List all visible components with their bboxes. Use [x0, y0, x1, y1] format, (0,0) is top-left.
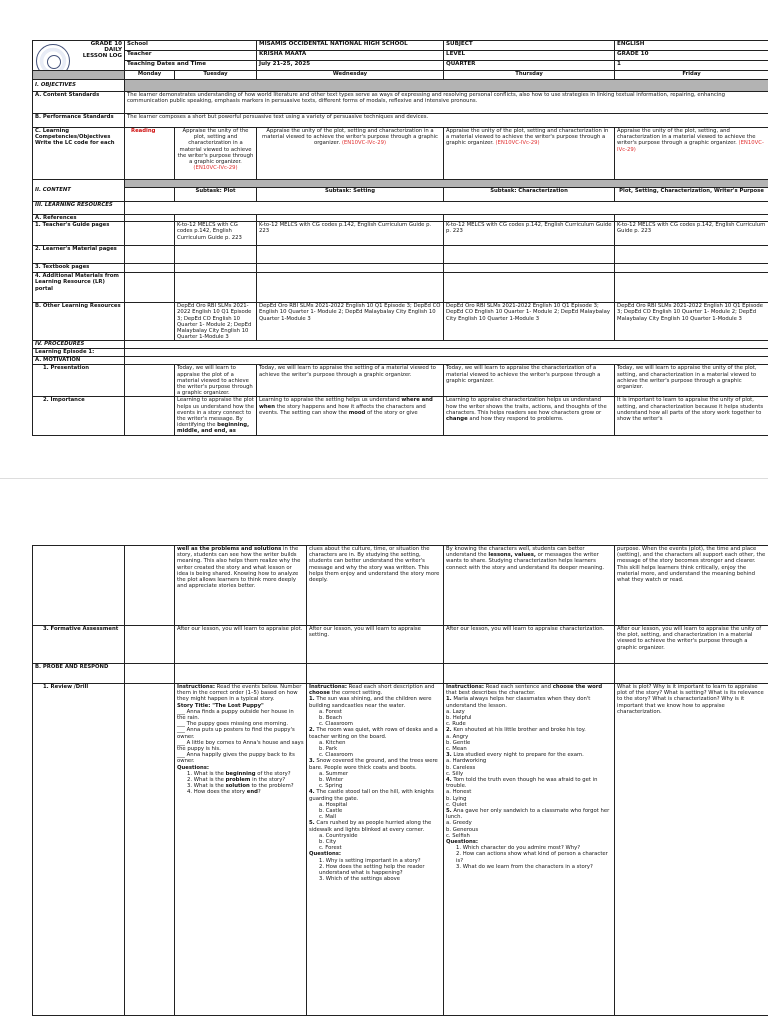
review-tuesday-event: ___ The puppy goes missing one morning.	[177, 721, 304, 727]
teachers-guide-thursday: K-to-12 MELCS with CG codes p.142, English Curriculum Guide p. 223	[444, 222, 615, 246]
review-thursday-option: a. Hardworking	[446, 758, 612, 764]
lesson-log-label: LESSON LOG	[35, 53, 122, 59]
importance-thursday-text-b: and how they respond to problems.	[468, 416, 564, 422]
review-thursday-option: a. Honest	[446, 789, 612, 795]
review-tuesday-question-text: 4. How does the story	[187, 789, 247, 795]
textbook-pages-label: 3. Textbook pages	[33, 264, 125, 273]
review-wednesday-option: c. Spring	[309, 783, 441, 789]
resources-heading: III. LEARNING RESOURCES	[33, 202, 125, 215]
review-tuesday-question-bold: problem	[226, 777, 251, 783]
other-resources-thursday: DepEd Oro RBI SLMs 2021-2022 English 10 Q1 Episode 3; DepEd CO English 10 Quarter 1- Module 2; DepEd Malaybalay City English 10 Quarter 1-Module 3	[444, 303, 615, 341]
formative-tuesday: After our lesson, you will learn to appraise plot.	[175, 626, 307, 664]
importance-thursday-cont-bold: lessons, values,	[488, 552, 536, 558]
dates-value: July 21-25, 2025	[257, 61, 444, 71]
review-tuesday-question	[177, 789, 304, 795]
importance-tuesday-text: Learning to appraise the plot helps us understand how the events in a story connect to the writer's message. By identifying the	[177, 397, 254, 428]
motivation-label: A. MOTIVATION	[33, 357, 125, 365]
day-thursday: Thursday	[444, 71, 615, 80]
importance-wednesday	[257, 397, 444, 435]
presentation-tuesday: Today, we will learn to appraise the plot of a material viewed to achieve the writer's purpose through a graphic organizer.	[175, 365, 257, 397]
importance-tuesday	[175, 397, 257, 435]
review-wednesday-option: a. Kitchen	[309, 740, 441, 746]
review-tuesday-questions-head: Questions:	[177, 765, 304, 771]
competency-tuesday	[175, 128, 257, 180]
review-thursday-instructions: Read each sentence and	[484, 684, 553, 690]
competency-thursday-text: Appraise the unity of the plot, setting and characterization in a material viewed to achieve the writer's purpose through a graphic organizer.	[446, 128, 608, 146]
procedures-heading: IV. PROCEDURES	[33, 341, 125, 349]
lesson-log-table-page-2	[32, 545, 768, 1016]
importance-thursday-cont-text-a: By knowing the characters well, students can better understand the	[446, 546, 585, 558]
performance-standards-label: B. Performance Standards	[33, 114, 125, 128]
review-thursday-question: 1. Which character do you admire most? Why?	[446, 845, 612, 851]
review-tuesday-event: ___ A little boy comes to Anna's house and says the puppy is his.	[177, 740, 304, 752]
review-tuesday-question-text: ?	[258, 789, 261, 795]
review-thursday-question: 3. What do we learn from the characters in a story?	[446, 864, 612, 870]
importance-tuesday-cont	[175, 546, 307, 626]
review-wednesday-option: b. Park	[309, 746, 441, 752]
review-wednesday-option: a. Hospital	[309, 802, 441, 808]
lc-code-wednesday: (EN10VC-IVc-29)	[342, 140, 386, 146]
school-label: School	[125, 41, 257, 51]
review-tuesday-question-text: in the story?	[250, 777, 285, 783]
review-wednesday-question: 3. Which of the settings above	[309, 876, 441, 882]
review-thursday-option: b. Careless	[446, 765, 612, 771]
content-friday: Plot, Setting, Characterization, Writer's Purpose	[615, 188, 768, 202]
quarter-value: 1	[615, 61, 768, 71]
subject-label: SUBJECT	[444, 41, 615, 51]
review-thursday-item: Ana gave her only sandwich to a classmate who forgot her lunch.	[446, 808, 609, 820]
review-tuesday-question-text: 3. What is the	[187, 783, 226, 789]
review-tuesday-question-text: 1. What is the	[187, 771, 226, 777]
teachers-guide-friday: K-to-12 MELCS with CG codes p.142, English Curriculum Guide p. 223	[615, 222, 768, 246]
review-wednesday-questions-head: Questions:	[309, 851, 441, 857]
formative-wednesday: After our lesson, you will learn to appraise setting.	[307, 626, 444, 664]
importance-friday: It is important to learn to appraise the unity of plot, setting, and characterization because it helps students understand how all parts of the story work together to show the writer's	[615, 397, 768, 435]
day-tuesday: Tuesday	[175, 71, 257, 80]
review-tuesday-question-bold: beginning	[226, 771, 256, 777]
review-wednesday-option: b. Beach	[309, 715, 441, 721]
importance-tuesday-cont-bold: well as the problems and solutions	[177, 546, 281, 552]
review-tuesday	[175, 684, 307, 1016]
review-thursday-instructions-bold: choose the word	[553, 684, 602, 690]
references-label: A. References	[33, 215, 125, 222]
subject-value: ENGLISH	[615, 41, 768, 51]
school-value: MISAMIS OCCIDENTAL NATIONAL HIGH SCHOOL	[257, 41, 444, 51]
competency-tuesday-text: Appraise the unity of the plot, setting and characterization in a material viewed to achieve the writer's purpose through a graphic organizer.	[178, 128, 254, 165]
other-resources-label: B. Other Learning Resources	[33, 303, 125, 341]
review-thursday-option: a. Angry	[446, 734, 612, 740]
importance-tuesday-cont-text: in the story, students can see how the writer builds meaning. This also helps them realize why the writer created the story and what lesson or idea is being shared. Knowing how to analyze the plot allows learners to think more deeply and appreciate stories better.	[177, 546, 300, 589]
lc-code-friday: (EN10VC-IVc-29)	[617, 140, 764, 152]
performance-standards-text: The learner composes a short but powerful persuasive text using a variety of persuasive techniques and devices.	[125, 114, 768, 128]
importance-wednesday-text-b: the story happens and how it affects the characters and events. The setting can show the	[259, 404, 426, 416]
importance-wednesday-bold-a: where and when	[259, 397, 433, 409]
level-value: GRADE 10	[615, 51, 768, 61]
review-wednesday-option: a. Countryside	[309, 833, 441, 839]
review-wednesday-question: 1. Why is setting important in a story?	[309, 858, 441, 864]
presentation-wednesday: Today, we will learn to appraise the setting of a material viewed to achieve the writer's purpose through a graphic organizer.	[257, 365, 444, 397]
review-tuesday-event: ___ Anna finds a puppy outside her house in the rain.	[177, 709, 304, 721]
review-wednesday-option: c. Classroom	[309, 752, 441, 758]
competency-monday: Reading	[125, 128, 175, 180]
content-standards-text: The learner demonstrates understanding of how world literature and other text types serve as ways of expressing and resolving personal conflicts, also how to use strategies in linking textual information, repairing, enhancing communication public speaking, emphasis markers in persuasive texts, different forms of modals, reflexive and intensive pronouns.	[125, 92, 768, 114]
formative-friday: After our lesson, you will learn to appraise the unity of the plot, setting, and characterization in a material viewed to achieve the writer's purpose through a graphic organizer.	[615, 626, 768, 664]
formative-thursday: After our lesson, you will learn to appraise characterization.	[444, 626, 615, 664]
review-wednesday-option: c. Classroom	[309, 721, 441, 727]
review-wednesday-item: Snow covered the ground, and the trees were bare. People wore thick coats and boots.	[309, 758, 438, 770]
level-label: LEVEL	[444, 51, 615, 61]
other-resources-friday: DepEd Oro RBI SLMs 2021-2022 English 10 Q1 Episode 3; DepEd CO English 10 Quarter 1- Module 2; DepEd Malaybalay City English 10 Quarter 1-Module 3	[615, 303, 768, 341]
teacher-label: Teacher	[125, 51, 257, 61]
lesson-log-table-page-1	[32, 40, 768, 436]
importance-thursday-cont-text-b: or messages the writer wants to share. Studying characterization helps learners connect with the story and understand its deeper meaning.	[446, 552, 604, 570]
teacher-value: KRISHA MAATA	[257, 51, 444, 61]
content-heading: II. CONTENT	[33, 180, 125, 202]
review-tuesday-question-text: to the problem?	[250, 783, 294, 789]
teachers-guide-wednesday: K-to-12 MELCS with CG codes p.142, English Curriculum Guide p. 223	[257, 222, 444, 246]
importance-wednesday-text-a: Learning to appraise the setting helps us understand	[259, 397, 401, 403]
importance-thursday-text-a: Learning to appraise characterization helps us understand how the writer shows the traits, actions, and thoughts of the characters. This helps readers see how characters grow or	[446, 397, 607, 415]
review-wednesday-item: Cars rushed by as people hurried along the sidewalk and lights blinked at every corner.	[309, 820, 431, 832]
review-thursday-question: 2. How can actions show what kind of person a character is?	[446, 851, 612, 863]
importance-wednesday-bold-b: mood	[349, 410, 366, 416]
review-wednesday-option: b. Castle	[309, 808, 441, 814]
learning-episode-label: Learning Episode 1:	[33, 349, 125, 357]
review-wednesday-question: 2. How does the setting help the reader understand what is happening?	[309, 864, 441, 876]
review-thursday-option: c. Selfish	[446, 833, 612, 839]
review-tuesday-event: ___ Anna puts up posters to find the puppy's owner.	[177, 727, 304, 739]
importance-wednesday-text-c: of the story or give	[365, 410, 417, 416]
daily-label: DAILY	[35, 47, 122, 53]
other-resources-tuesday: DepEd Oro RBI SLMs 2021-2022 English 10 Q1 Episode 3; DepEd CO English 10 Quarter 1- Module 2; DepEd Malaybalay City English 10 Quarter 1-Module 3	[175, 303, 257, 341]
review-wednesday-option: a. Summer	[309, 771, 441, 777]
importance-wednesday-cont: clues about the culture, time, or situation the characters are in. By studying the setting, students can better understand the writer's message and why the story was written. This helps them enjoy and understand the story more deeply.	[307, 546, 444, 626]
review-wednesday-instructions: Read each short description and	[347, 684, 435, 690]
content-wednesday: Subtask: Setting	[257, 188, 444, 202]
review-tuesday-instructions: Read the events below. Number them in the correct order (1–5) based on how they might happen in a typical story.	[177, 684, 301, 702]
review-thursday-instructions-head: Instructions:	[446, 684, 484, 690]
review-wednesday-instructions: the correct setting.	[330, 690, 382, 696]
importance-thursday	[444, 397, 615, 435]
content-tuesday: Subtask: Plot	[175, 188, 257, 202]
probe-respond-label: B. PROBE AND RESPOND	[33, 664, 125, 684]
review-thursday-option: c. Silly	[446, 771, 612, 777]
lc-code-thursday: (EN10VC-IVc-29)	[495, 140, 539, 146]
competency-wednesday	[257, 128, 444, 180]
content-thursday: Subtask: Characterization	[444, 188, 615, 202]
review-thursday-item: Maria always helps her classmates when they don't understand the lesson.	[446, 696, 590, 708]
review-wednesday-item: The room was quiet, with rows of desks and a teacher writing on the board.	[309, 727, 438, 739]
competencies-label: C. Learning Competencies/Objectives Write the LC code for each	[33, 128, 125, 180]
presentation-label: 1. Presentation	[33, 365, 125, 397]
review-thursday-option: b. Gentle	[446, 740, 612, 746]
review-wednesday-item: The sun was shining, and the children were building sandcastles near the water.	[309, 696, 431, 708]
competency-friday-text: Appraise the unity of the plot, setting, and characterization in a material viewed to achieve the writer's purpose through a graphic organizer.	[617, 128, 755, 146]
grade-label: GRADE 10	[35, 41, 122, 47]
review-wednesday-instructions-head: Instructions:	[309, 684, 347, 690]
competency-friday	[615, 128, 768, 180]
review-thursday-option: c. Mean	[446, 746, 612, 752]
lesson-log-title	[33, 41, 125, 71]
competency-wednesday-text: Appraise the unity of the plot, setting and characterization in a material viewed to achieve the writer's purpose through a graphic organizer.	[262, 128, 438, 146]
other-resources-wednesday: DepEd Oro RBI SLMs 2021-2022 English 10 Q1 Episode 3; DepEd CO English 10 Quarter 1- Module 2; DepEd Malaybalay City English 10 Quarter 1-Module 3	[257, 303, 444, 341]
page-1	[0, 0, 768, 478]
formative-assessment-label: 3. Formative Assessment	[33, 626, 125, 664]
review-thursday-instructions: that best describes the character.	[446, 690, 536, 696]
review-tuesday-question-bold: end	[247, 789, 258, 795]
dates-label: Teaching Dates and Time	[125, 61, 257, 71]
review-wednesday-option: b. City	[309, 839, 441, 845]
review-thursday-option: c. Quiet	[446, 802, 612, 808]
objectives-heading: I. OBJECTIVES	[33, 80, 125, 92]
review-wednesday-option: c. Mall	[309, 814, 441, 820]
review-thursday: Instructions: Read each sentence and choose the word that best describes the character. 1. Maria always helps her classmates when they don't understand the lesson. a. Lazy b. Helpful c. Rude 2. Ken shouted at his little brother and broke his toy. a. Angry b. Gentle c. Mean 3. Liza studied every night to prepare for the exam. a. Hardworking b. Careless c. Silly 4. Tom told the truth even though he was afraid to get in trouble. a. Honest b. Lying c. Quiet 5. Ana gave her only sandwich to a classmate who forgot her lunch. a. Greedy b. Generous c. Selfish Questions: 1. Which character do you admire most? Why? 2. How can actions show what kind of person a character is? 3. What do we learn from the characters in a story?	[444, 684, 615, 1016]
review-tuesday-question-text: of the story?	[256, 771, 291, 777]
review-wednesday-instructions-bold: choose	[309, 690, 330, 696]
review-tuesday-question-bold: solution	[226, 783, 250, 789]
learners-material-label: 2. Learner's Material pages	[33, 246, 125, 264]
review-thursday-option: b. Helpful	[446, 715, 612, 721]
day-monday: Monday	[125, 71, 175, 80]
review-friday: What is plot? Why is it important to learn to appraise plot of the story? What is setting? What is its relevance to the story? What is characterization? Why is it important that we know how to appraise characterization.	[615, 684, 768, 1016]
review-thursday-item: Ken shouted at his little brother and broke his toy.	[453, 727, 585, 733]
importance-label: 2. Importance	[33, 397, 125, 435]
review-thursday-option: b. Generous	[446, 827, 612, 833]
review-thursday-option: b. Lying	[446, 796, 612, 802]
presentation-friday: Today, we will learn to appraise the unity of the plot, setting, and characterization in a material viewed to achieve the writer's purpose through a graphic organizer.	[615, 365, 768, 397]
importance-thursday-cont	[444, 546, 615, 626]
review-tuesday-question-text: 2. What is the	[187, 777, 226, 783]
competency-thursday	[444, 128, 615, 180]
review-thursday-questions-head: Questions:	[446, 839, 612, 845]
importance-thursday-bold: change	[446, 416, 468, 422]
importance-tuesday-bold: beginning, middle, and end, as	[177, 422, 249, 434]
day-wednesday: Wednesday	[257, 71, 444, 80]
presentation-thursday: Today, we will learn to appraise the characterization of a material viewed to achieve the writer's purpose through a graphic organizer.	[444, 365, 615, 397]
review-wednesday: Instructions: Read each short description and choose the correct setting. 1. The sun was shining, and the children were building sandcastles near the water. a. Forest b. Beach c. Classroom 2. The room was quiet, with rows of desks and a teacher writing on the board. a. Kitchen b. Park c. Classroom 3. Snow covered the ground, and the trees were bare. People wore thick coats and boots. a. Summer b. Winter c. Spring 4. The castle stood tall on the hill, with knights guarding the gate. a. Hospital b. Castle c. Mall 5. Cars rushed by as people hurried along the sidewalk and lights blinked at every corner. a. Countryside b. City c. Forest Questions: 1. Why is setting important in a story? 2. How does the setting help the reader understand what is happening? 3. Which of the settings above	[307, 684, 444, 1016]
additional-materials-label: 4. Additional Materials from Learning Resource (LR) portal	[33, 273, 125, 303]
quarter-label: QUARTER	[444, 61, 615, 71]
review-thursday-item: Liza studied every night to prepare for the exam.	[453, 752, 583, 758]
review-thursday-option: a. Lazy	[446, 709, 612, 715]
review-thursday-item: Tom told the truth even though he was afraid to get in trouble.	[446, 777, 597, 789]
day-friday: Friday	[615, 71, 768, 80]
review-wednesday-option: a. Forest	[309, 709, 441, 715]
review-drill-label: 1. Review /Drill	[33, 684, 125, 1016]
teachers-guide-tuesday: K-to-12 MELCS with CG codes p.142, English Curriculum Guide p. 223	[175, 222, 257, 246]
review-wednesday-item: The castle stood tall on the hill, with knights guarding the gate.	[309, 789, 434, 801]
teachers-guide-label: 1. Teacher's Guide pages	[33, 222, 125, 246]
review-tuesday-event: ___ Anna happily gives the puppy back to its owner.	[177, 752, 304, 764]
lc-code-tuesday: (EN10VC-IVc-29)	[193, 165, 237, 171]
review-wednesday-option: b. Winter	[309, 777, 441, 783]
importance-friday-cont: purpose. When the events (plot), the time and place (setting), and the characters all support each other, the message of the story becomes stronger and clearer. This skill helps learners think critically, enjoy the material more, and understand the meaning behind what they watch or read.	[615, 546, 768, 626]
review-tuesday-story-title: Story Title: "The Lost Puppy"	[177, 703, 304, 709]
page-2	[0, 478, 768, 1025]
review-thursday-option: a. Greedy	[446, 820, 612, 826]
review-wednesday-option: c. Forest	[309, 845, 441, 851]
review-thursday-option: c. Rude	[446, 721, 612, 727]
content-standards-label: A. Content Standards	[33, 92, 125, 114]
review-tuesday-instructions-head: Instructions:	[177, 684, 215, 690]
